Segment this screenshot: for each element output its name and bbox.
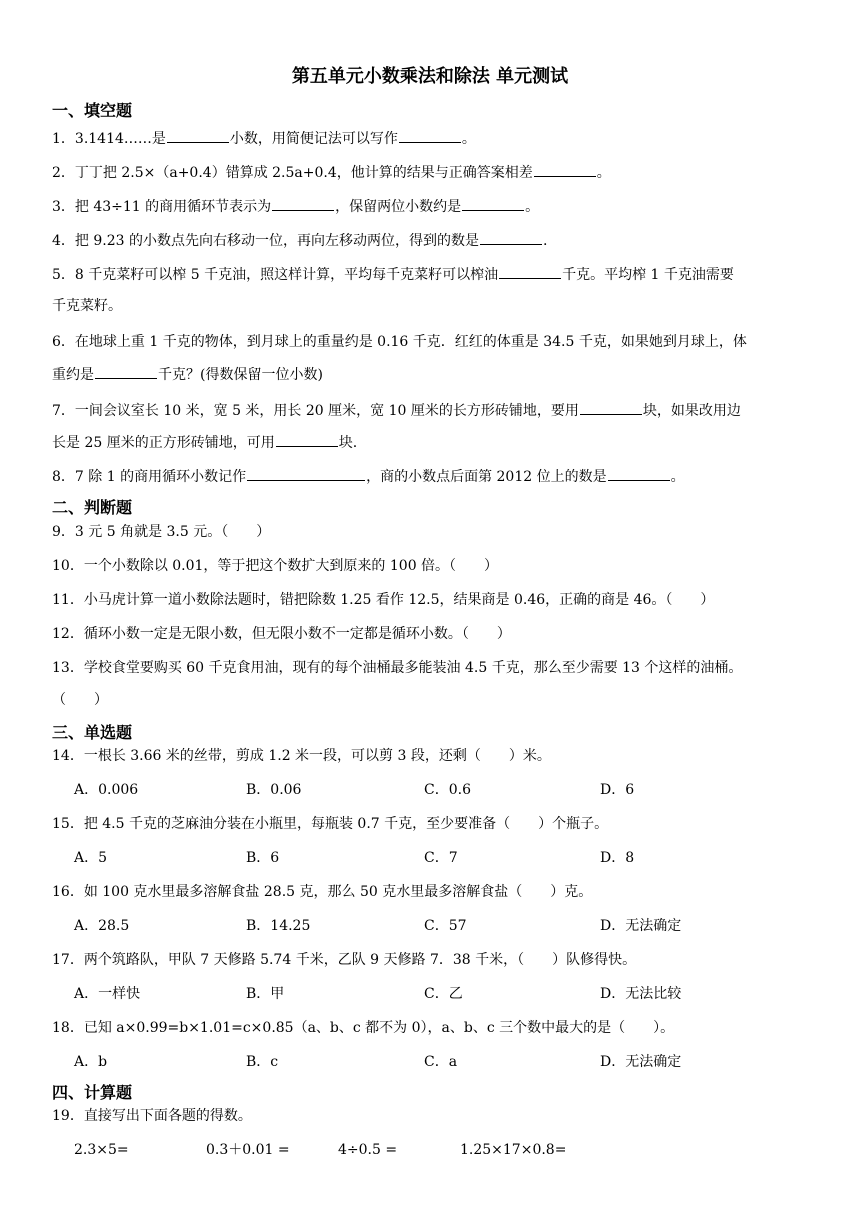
option-c[interactable]: C．7 [424, 850, 458, 866]
question-5 [52, 264, 734, 285]
option-d[interactable]: D．无法确定 [600, 918, 682, 934]
question-text: 。 [461, 131, 476, 147]
question-12: 12．循环小数一定是无限小数，但无限小数不一定都是循环小数。（ ） [52, 626, 511, 642]
question-2 [52, 162, 611, 183]
option-b[interactable]: B．6 [246, 850, 280, 866]
question-text: 1．3.1414……是 [52, 131, 166, 147]
question-17: 17．两个筑路队，甲队 7 天修路 5.74 千米，乙队 9 天修路 7．38 千米，（ ）队修得快。 [52, 952, 637, 968]
question-10: 10．一个小数除以 0.01，等于把这个数扩大到原来的 100 倍。（ ） [52, 558, 499, 574]
option-a[interactable]: A．一样快 [74, 986, 141, 1002]
question-19: 19．直接写出下面各题的得数。 [52, 1108, 252, 1124]
answer-blank[interactable] [399, 128, 461, 143]
option-a[interactable]: A．0.006 [74, 782, 139, 798]
question-text: 千克？(得数保留一位小数) [158, 367, 323, 383]
option-b[interactable]: B．甲 [246, 986, 285, 1002]
question-7-cont [52, 432, 357, 453]
question-16: 16．如 100 克水里最多溶解食盐 28.5 克，那么 50 克水里最多溶解食盐（ ）克。 [52, 884, 593, 900]
option-c[interactable]: C．57 [424, 918, 467, 934]
question-4 [52, 230, 547, 251]
option-b[interactable]: B．c [246, 1054, 279, 1070]
question-text: 千克菜籽。 [52, 298, 122, 314]
question-6 [52, 332, 747, 352]
question-text: ，保留两位小数约是 [335, 199, 462, 215]
calc-item: 4÷0.5 = [338, 1142, 398, 1158]
option-a[interactable]: A．b [74, 1054, 108, 1070]
question-1 [52, 128, 476, 149]
question-text: 。 [525, 199, 540, 215]
question-8 [52, 466, 685, 487]
question-9: 9．3 元 5 角就是 3.5 元。（ ） [52, 524, 271, 540]
option-b[interactable]: B．14.25 [246, 918, 311, 934]
question-13-cont: （ ） [52, 692, 108, 708]
question-text: 3．把 43÷11 的商用循环节表示为 [52, 199, 272, 215]
question-text: 块，如果改用边 [642, 403, 741, 419]
question-18: 18．已知 a×0.99=b×1.01=c×0.85（a、b、c 都不为 0），a、b、c 三个数中最大的是（ ）。 [52, 1020, 675, 1036]
answer-blank[interactable] [272, 196, 334, 211]
calc-item: 2.3×5= [74, 1142, 129, 1158]
question-text: 7．一间会议室长 10 米，宽 5 米，用长 20 厘米，宽 10 厘米的长方形砖铺地，要用 [52, 403, 579, 419]
question-text: 。 [670, 469, 685, 485]
calc-item: 0.3＋0.01 = [206, 1142, 290, 1158]
question-6-cont [52, 364, 323, 385]
page-title: 第五单元小数乘法和除法 单元测试 [291, 66, 569, 87]
answer-blank[interactable] [167, 128, 229, 143]
section-heading-judge: 二、判断题 [52, 498, 133, 517]
section-heading-choice: 三、单选题 [52, 723, 133, 742]
question-text: 长是 25 厘米的正方形砖铺地，可用 [52, 435, 275, 451]
option-c[interactable]: C．a [424, 1054, 458, 1070]
question-text: 6．在地球上重 1 千克的物体，到月球上的重量约是 0.16 千克．红红的体重是 34.5 千克，如果她到月球上，体 [52, 334, 747, 350]
answer-blank[interactable] [534, 162, 596, 177]
option-d[interactable]: D．8 [600, 850, 635, 866]
option-d[interactable]: D．6 [600, 782, 635, 798]
question-13: 13．学校食堂要购买 60 千克食用油，现有的每个油桶最多能装油 4.5 千克，那么至少需要 13 个这样的油桶。 [52, 660, 743, 676]
question-text: 4．把 9.23 的小数点先向右移动一位，再向左移动两位，得到的数是 [52, 233, 479, 249]
calc-item: 1.25×17×0.8= [460, 1142, 567, 1158]
question-3 [52, 196, 539, 217]
question-text: . [542, 233, 548, 249]
question-14: 14．一根长 3.66 米的丝带，剪成 1.2 米一段，可以剪 3 段，还剩（ ）米。 [52, 748, 551, 764]
answer-blank[interactable] [462, 196, 524, 211]
question-7 [52, 400, 741, 421]
option-d[interactable]: D．无法确定 [600, 1054, 682, 1070]
answer-blank[interactable] [95, 364, 157, 379]
option-b[interactable]: B．0.06 [246, 782, 302, 798]
question-text: 小数，用简便记法可以写作 [229, 131, 398, 147]
question-text: ，商的小数点后面第 2012 位上的数是 [366, 469, 607, 485]
answer-blank[interactable] [276, 432, 338, 447]
question-text: 。 [596, 165, 611, 181]
question-text: 重约是 [52, 367, 94, 383]
question-text: 8．7 除 1 的商用循环小数记作 [52, 469, 247, 485]
answer-blank[interactable] [499, 264, 561, 279]
question-text: 千克。平均榨 1 千克油需要 [562, 267, 734, 283]
option-d[interactable]: D．无法比较 [600, 986, 682, 1002]
option-a[interactable]: A．5 [74, 850, 108, 866]
question-5-cont [52, 296, 122, 316]
option-a[interactable]: A．28.5 [74, 918, 130, 934]
option-c[interactable]: C．0.6 [424, 782, 471, 798]
section-heading-calc: 四、计算题 [52, 1083, 133, 1102]
answer-blank[interactable] [480, 230, 542, 245]
answer-blank[interactable] [608, 466, 670, 481]
answer-blank[interactable] [247, 466, 365, 481]
question-text: 5．8 千克菜籽可以榨 5 千克油，照这样计算，平均每千克菜籽可以榨油 [52, 267, 499, 283]
section-heading-fill: 一、填空题 [52, 101, 133, 120]
question-15: 15．把 4.5 千克的芝麻油分装在小瓶里，每瓶装 0.7 千克，至少要准备（ ）个瓶子。 [52, 816, 609, 832]
question-11: 11．小马虎计算一道小数除法题时，错把除数 1.25 看作 12.5，结果商是 0.46，正确的商是 46。（ ） [52, 592, 715, 608]
option-c[interactable]: C．乙 [424, 986, 463, 1002]
answer-blank[interactable] [580, 400, 642, 415]
question-text: 块. [338, 435, 358, 451]
question-text: 2．丁丁把 2.5×（a+0.4）错算成 2.5a+0.4，他计算的结果与正确答案相差 [52, 165, 533, 181]
